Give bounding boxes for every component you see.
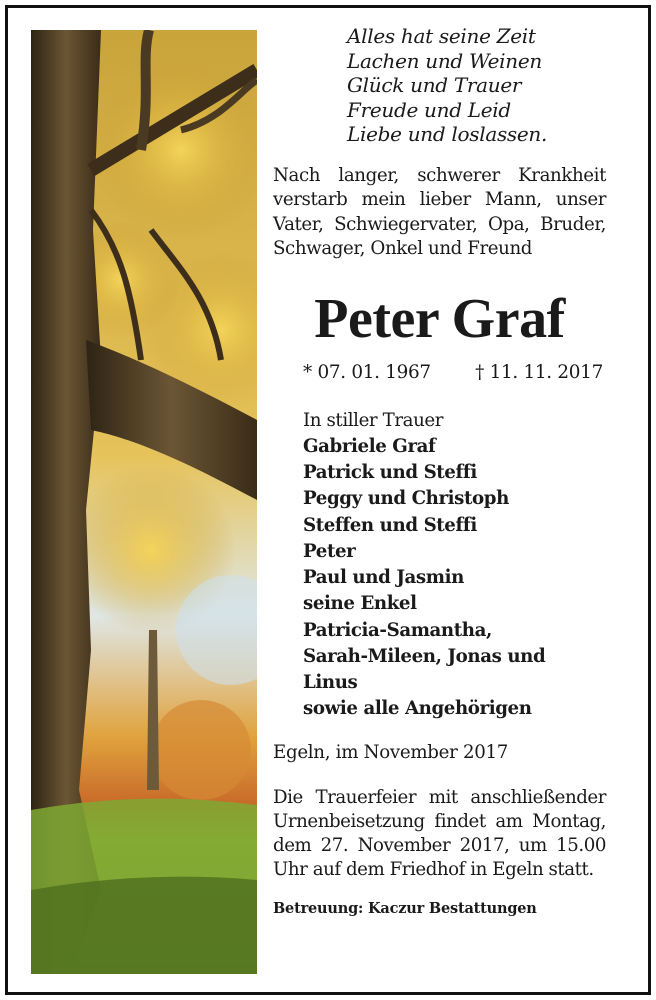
- place-and-date: Egeln, im November 2017: [273, 742, 509, 764]
- mourner-name: Paul und Jasmin: [303, 567, 464, 589]
- mourner-name: Peggy und Christoph: [303, 488, 509, 510]
- mourner-name: Patricia-Samantha,: [303, 619, 492, 641]
- autumn-tree-photo: [31, 30, 257, 974]
- mourners-list: [303, 408, 606, 722]
- mourner-name: Steffen und Steffi: [303, 514, 477, 536]
- mourner-name: Sarah-Mileen, Jonas und: [303, 645, 546, 667]
- mourner-name: Patrick und Steffi: [303, 462, 477, 484]
- mourner-name: Gabriele Graf: [303, 436, 436, 458]
- poem-line: Lachen und Weinen: [347, 48, 542, 73]
- deceased-name: Peter Graf: [314, 287, 565, 350]
- mourner-name: Linus: [303, 671, 358, 693]
- poem-line: Glück und Trauer: [347, 73, 522, 97]
- poem-line: Liebe und loslassen.: [347, 122, 548, 146]
- death-date: † 11. 11. 2017: [475, 361, 603, 383]
- mourner-name: sowie alle Angehörigen: [303, 698, 532, 720]
- obituary-text: [273, 24, 606, 919]
- obituary-frame: [5, 5, 651, 995]
- birth-date: * 07. 01. 1967: [303, 361, 431, 383]
- mourner-name: Peter: [303, 540, 356, 562]
- poem: [347, 24, 606, 147]
- poem-line: Freude und Leid: [347, 97, 511, 122]
- funeral-home-label: Betreuung: Kaczur Bestattungen: [273, 900, 537, 918]
- poem-line: Alles hat seine Zeit: [347, 24, 536, 48]
- life-dates: [273, 361, 603, 385]
- death-announcement: Nach langer, schwerer Krankheit verstarb mein lieber Mann, unser Vater, Schwiegervater, Opa, Bruder, Schwager, Onkel und Freund: [273, 164, 606, 260]
- mourning-lead: In stiller Trauer: [303, 409, 444, 431]
- funeral-service-info: Die Trauerfeier mit anschließender Urnenbeisetzung findet am Montag, dem 27. November 2017, um 15.00 Uhr auf dem Friedhof in Egeln statt.: [273, 787, 606, 881]
- mourner-name: seine Enkel: [303, 593, 417, 615]
- funeral-home: [273, 899, 606, 919]
